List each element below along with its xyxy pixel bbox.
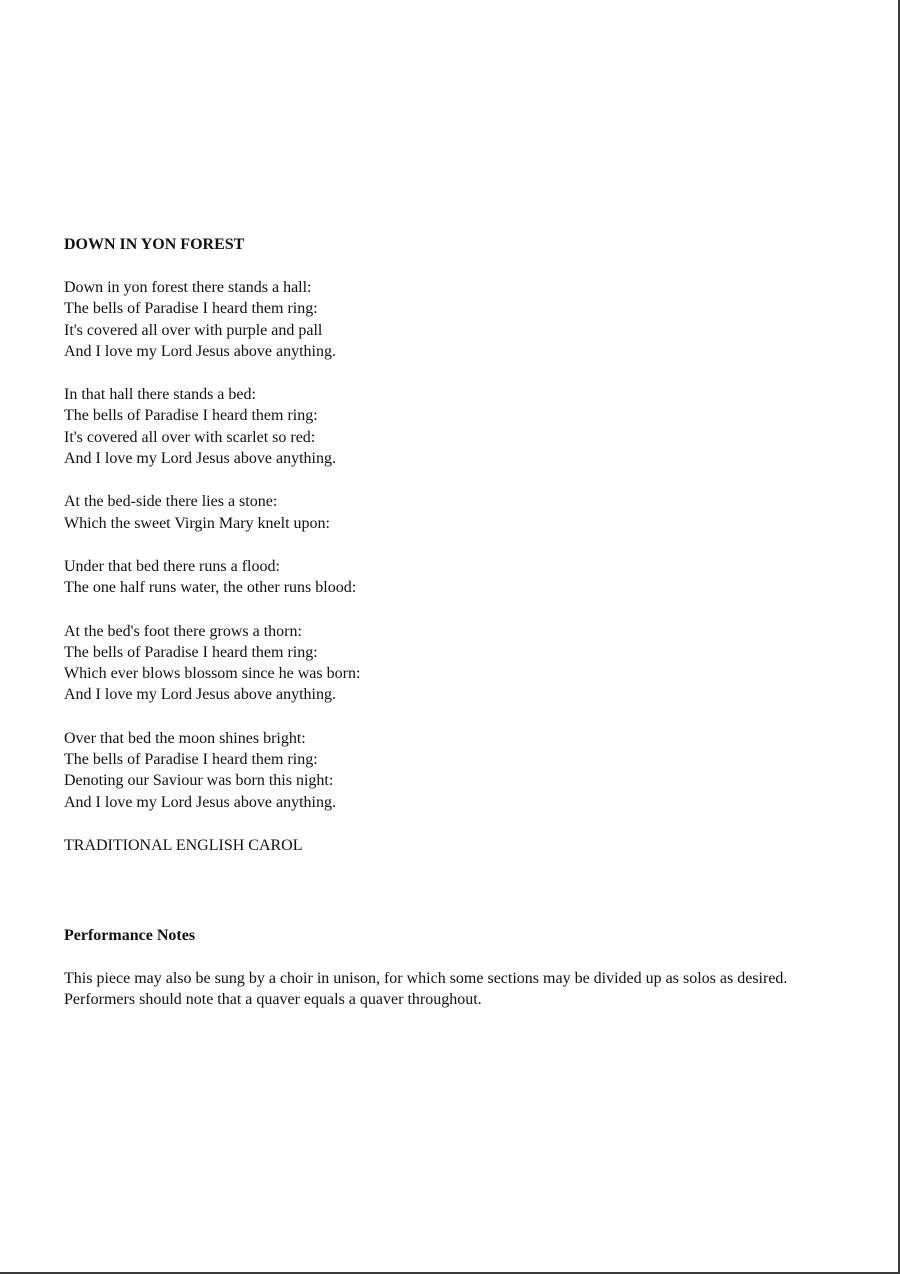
lyric-line: The bells of Paradise I heard them ring: xyxy=(64,407,318,425)
lyric-line: It's covered all over with purple and pall xyxy=(64,321,323,339)
stanza-3 xyxy=(64,491,844,534)
lyric-line: The bells of Paradise I heard them ring: xyxy=(64,751,318,769)
stanza-2 xyxy=(64,384,844,469)
lyric-line: Down in yon forest there stands a hall: xyxy=(64,279,312,296)
lyric-line: Which ever blows blossom since he was born: xyxy=(64,665,361,683)
stanza-5 xyxy=(64,621,844,706)
song-title: DOWN IN YON FOREST xyxy=(64,236,245,253)
lyric-line: The bells of Paradise I heard them ring: xyxy=(64,300,318,318)
lyric-line: Which the sweet Virgin Mary knelt upon: xyxy=(64,514,330,532)
lyric-line: And I love my Lord Jesus above anything. xyxy=(64,686,336,704)
lyric-line: The bells of Paradise I heard them ring: xyxy=(64,643,318,661)
performance-notes-body: This piece may also be sung by a choir in unison, for which some sections may be divided up as solos as desired. Performers should note that a quaver equals a quaver throughout. xyxy=(64,969,788,1009)
lyric-line: At the bed's foot there grows a thorn: xyxy=(64,622,302,640)
stanza-6 xyxy=(64,728,844,813)
lyric-line: And I love my Lord Jesus above anything. xyxy=(64,342,336,360)
lyric-line: And I love my Lord Jesus above anything. xyxy=(64,450,336,468)
lyric-line: Denoting our Saviour was born this night: xyxy=(64,772,334,790)
lyric-line: And I love my Lord Jesus above anything. xyxy=(64,793,336,811)
lyric-line: In that hall there stands a bed: xyxy=(64,386,256,404)
lyric-line: The one half runs water, the other runs blood: xyxy=(64,579,357,597)
stanza-4 xyxy=(64,556,844,599)
lyric-line: It's covered all over with scarlet so red: xyxy=(64,428,316,446)
stanza-1 xyxy=(64,277,844,362)
performance-notes-heading: Performance Notes xyxy=(64,926,196,944)
lyric-line: Over that bed the moon shines bright: xyxy=(64,729,306,747)
document-content xyxy=(64,234,844,1011)
lyric-line: At the bed-side there lies a stone: xyxy=(64,493,278,511)
lyric-line: Under that bed there runs a flood: xyxy=(64,557,280,575)
attribution: TRADITIONAL ENGLISH CAROL xyxy=(64,836,303,854)
